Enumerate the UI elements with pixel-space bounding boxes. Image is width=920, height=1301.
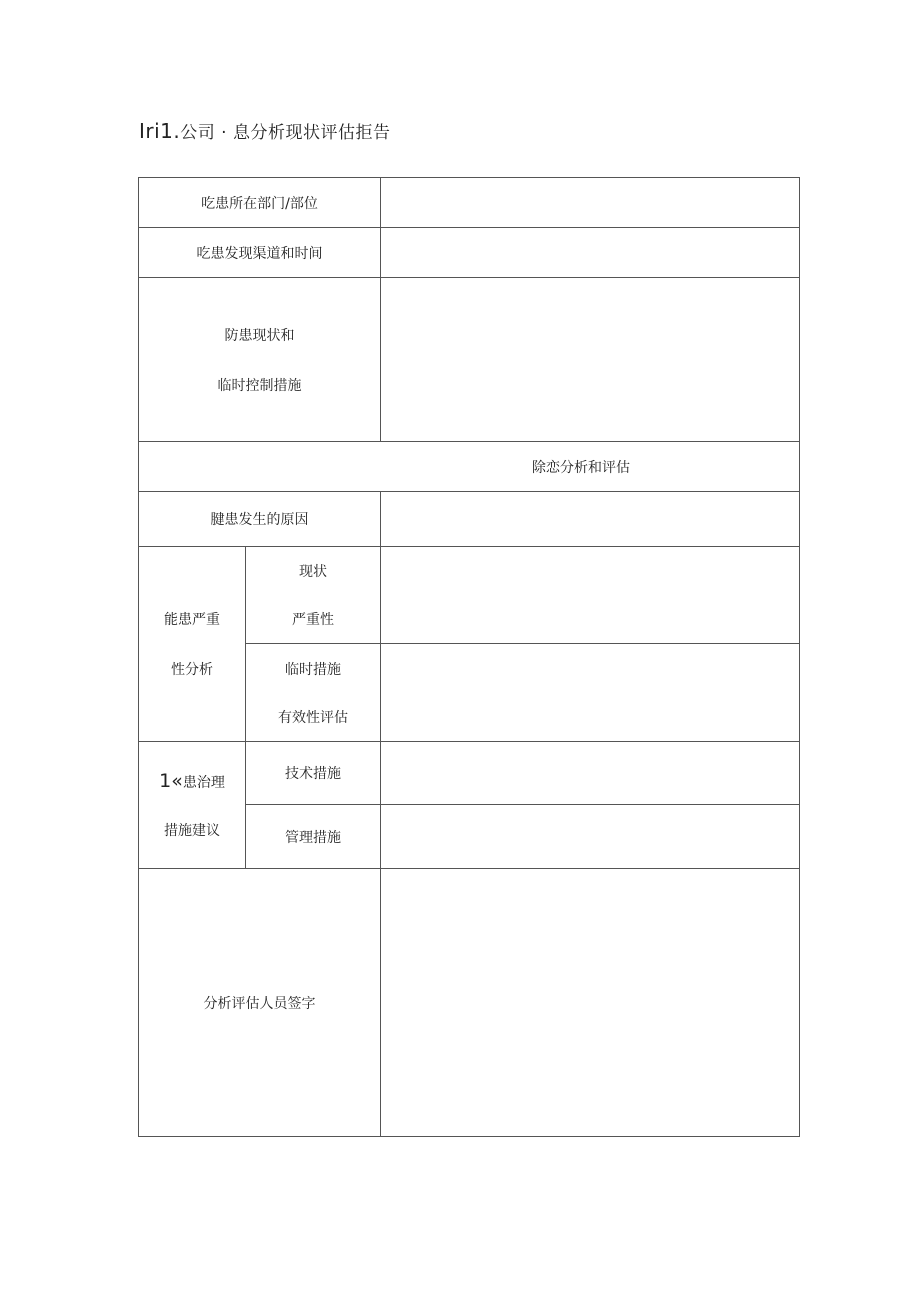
label-governance-group-line2: 措施建议 bbox=[164, 823, 220, 839]
label-status-control bbox=[139, 278, 381, 442]
label-governance-group bbox=[139, 742, 246, 869]
page-title bbox=[139, 118, 390, 143]
label-severity-group-line2: 性分析 bbox=[171, 662, 213, 678]
label-severity-temp-line1: 临时措施 bbox=[285, 661, 341, 678]
label-severity-group-line1: 能患严重 bbox=[164, 612, 220, 628]
label-governance-group-line1 bbox=[139, 770, 245, 792]
row-severity-status bbox=[139, 547, 800, 644]
label-status-control-line1: 防患现状和 bbox=[224, 327, 295, 344]
row-discovery bbox=[139, 228, 800, 278]
label-discovery: 吃患发现渠道和时间 bbox=[139, 228, 381, 278]
field-cause[interactable] bbox=[381, 492, 800, 547]
label-department: 吃患所在部门/部位 bbox=[139, 178, 381, 228]
field-department[interactable] bbox=[381, 178, 800, 228]
label-severity-status-line2: 严重性 bbox=[292, 612, 334, 628]
label-severity-status-line1: 现状 bbox=[299, 564, 327, 580]
label-severity-temp-line2: 有效性评估 bbox=[278, 709, 348, 726]
row-department bbox=[139, 178, 800, 228]
governance-lead: 1« bbox=[159, 770, 183, 792]
hazard-report-form bbox=[138, 177, 800, 1137]
label-status-control-line2: 临时控制措施 bbox=[217, 377, 302, 394]
label-signature: 分析评估人员签字 bbox=[139, 869, 381, 1137]
field-severity-status[interactable] bbox=[381, 547, 800, 644]
field-severity-temp[interactable] bbox=[381, 644, 800, 742]
label-technical: 技术措施 bbox=[246, 742, 381, 805]
label-cause: 腱患发生的原因 bbox=[139, 492, 381, 547]
title-prefix: Iri1. bbox=[139, 119, 181, 143]
row-section-header bbox=[139, 442, 800, 492]
label-severity-temp bbox=[246, 644, 381, 742]
row-signature bbox=[139, 869, 800, 1137]
field-technical[interactable] bbox=[381, 742, 800, 805]
row-status-control bbox=[139, 278, 800, 442]
field-status-control[interactable] bbox=[381, 278, 800, 442]
section-header: 除恋分析和评估 bbox=[139, 442, 800, 492]
field-discovery[interactable] bbox=[381, 228, 800, 278]
label-management: 管理措施 bbox=[246, 805, 381, 869]
title-text: 公司 · 息分析现状评估拒告 bbox=[180, 123, 391, 143]
field-signature[interactable] bbox=[381, 869, 800, 1137]
label-severity-status bbox=[246, 547, 381, 644]
row-governance-technical bbox=[139, 742, 800, 805]
row-cause bbox=[139, 492, 800, 547]
governance-line1-text: 患治理 bbox=[182, 775, 225, 791]
label-severity-group bbox=[139, 547, 246, 742]
field-management[interactable] bbox=[381, 805, 800, 869]
